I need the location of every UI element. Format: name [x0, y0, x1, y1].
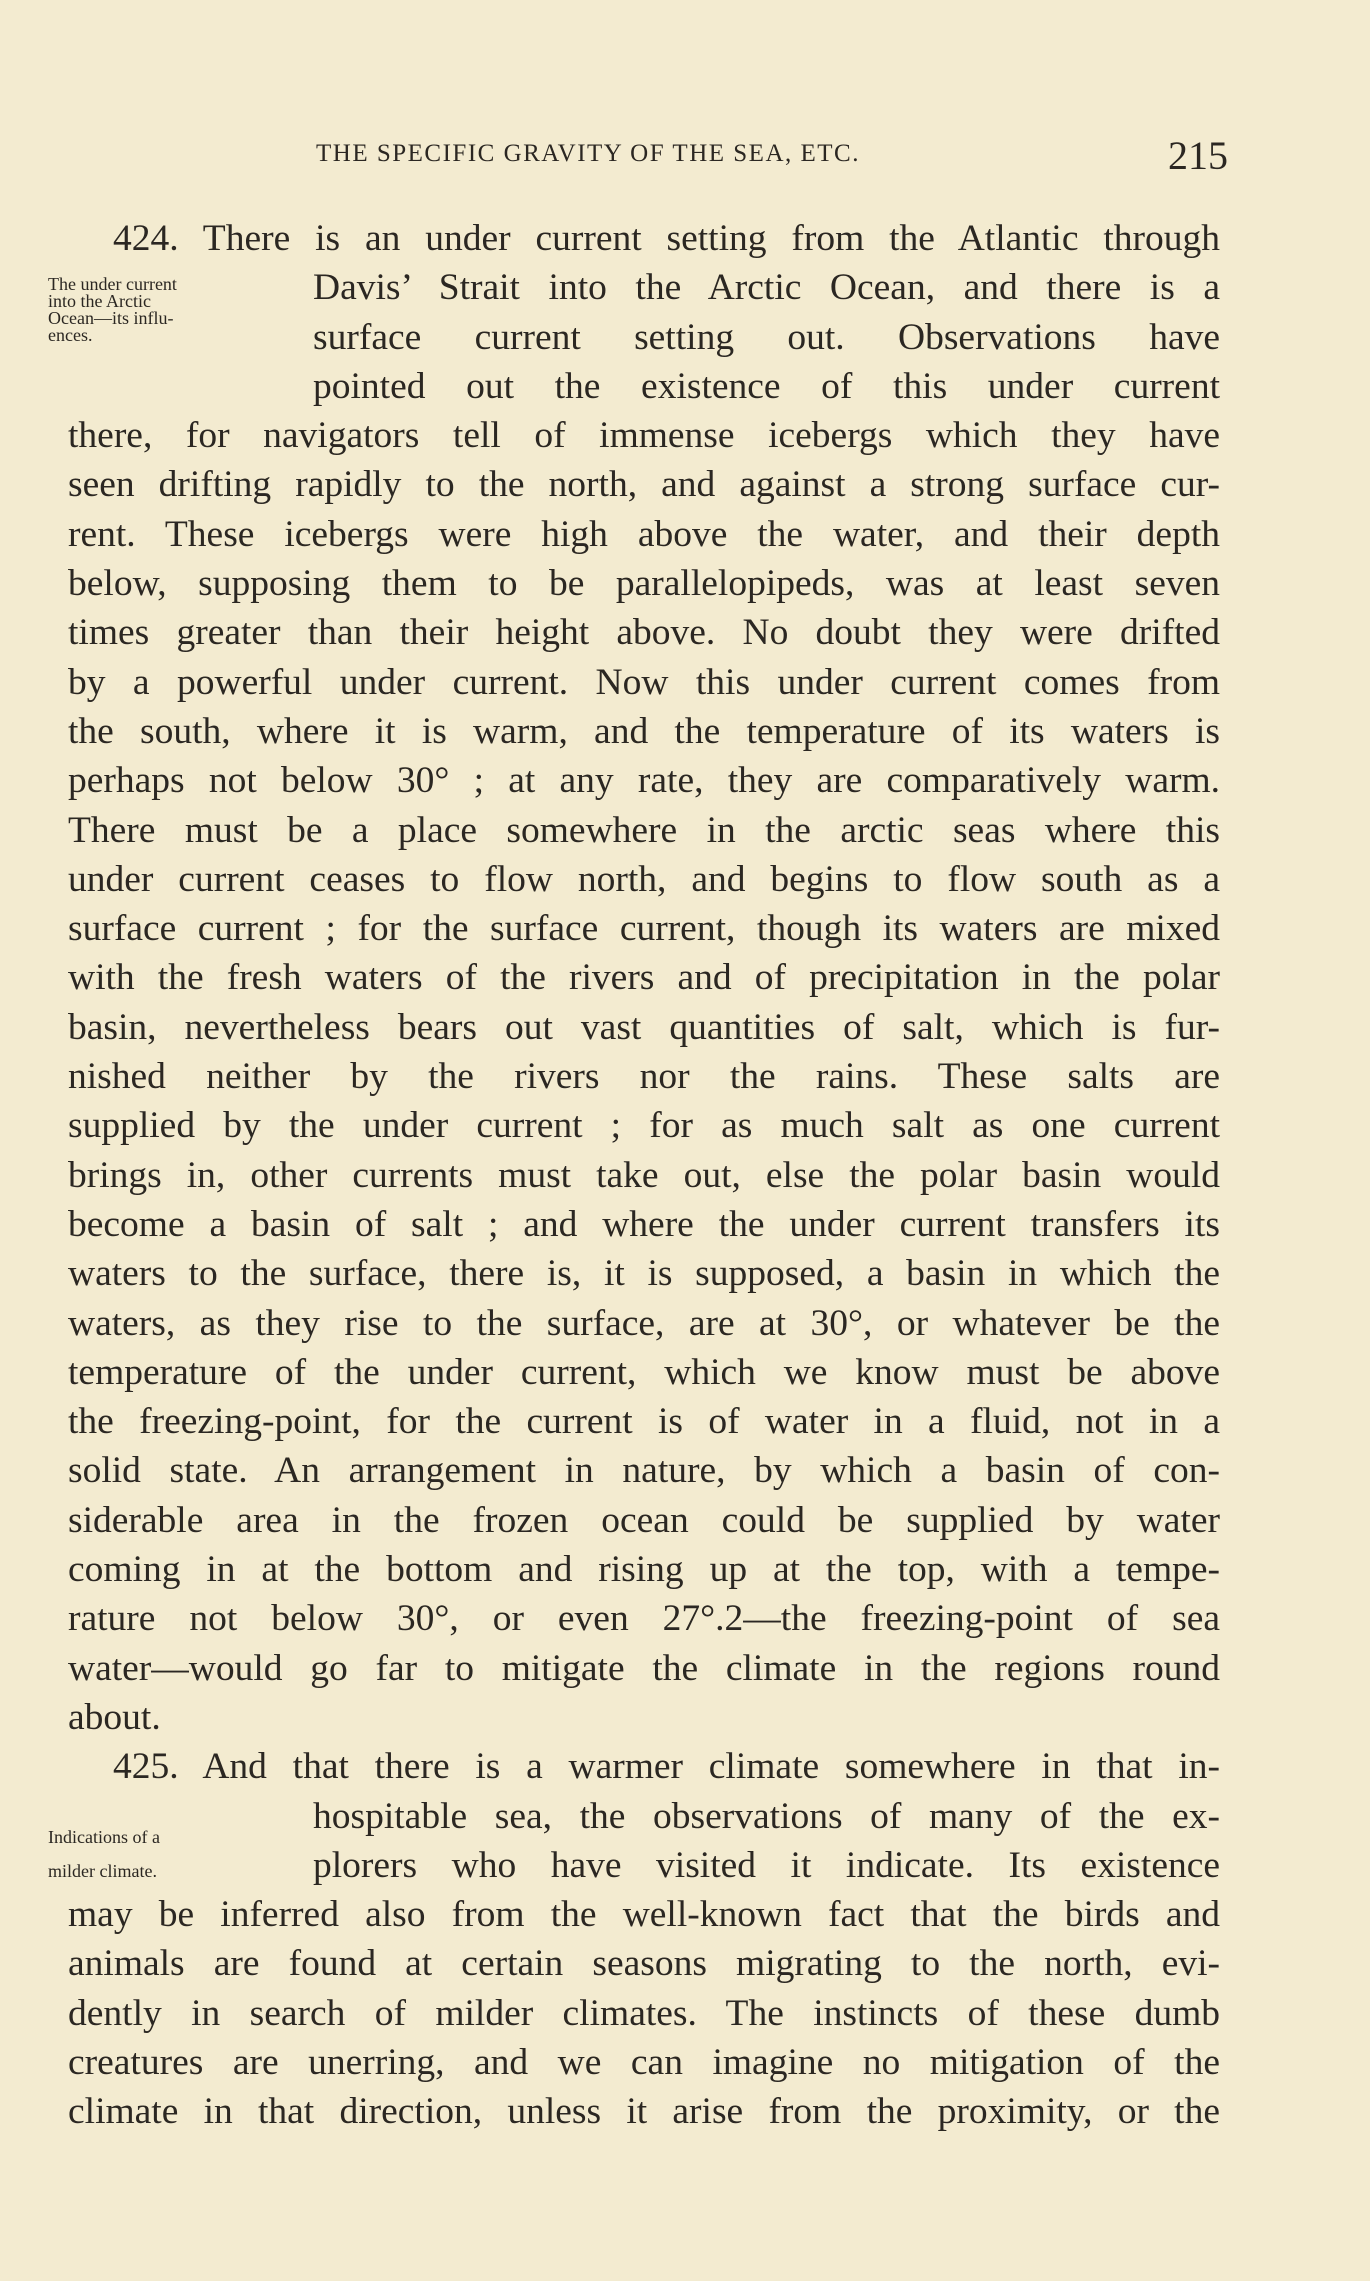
text-line: animals are found at certain seasons migrating to the north, evi-	[68, 1943, 1220, 1985]
text-line: hospitable sea, the observations of many of the ex-	[313, 1795, 1220, 1837]
text-line: the south, where it is warm, and the temperature of its waters is	[68, 710, 1220, 752]
paragraph-424	[68, 214, 1220, 1742]
sidenote-line: The under current	[48, 274, 177, 294]
text-line: about.	[68, 1696, 161, 1738]
text-line: rent. These icebergs were high above the water, and their depth	[68, 513, 1220, 555]
text-line: basin, nevertheless bears out vast quantities of salt, which is fur-	[68, 1006, 1220, 1048]
text-line: perhaps not below 30° ; at any rate, they are comparatively warm.	[68, 760, 1220, 802]
paragraph-425	[68, 1742, 1220, 2136]
text-line: pointed out the existence of this under current	[313, 365, 1220, 407]
text-line: the freezing-point, for the current is of water in a fluid, not in a	[68, 1401, 1220, 1443]
sidenote-line: into the Arctic	[48, 291, 151, 311]
text-line: by a powerful under current. Now this under current comes from	[68, 661, 1220, 703]
text-line: coming in at the bottom and rising up at the top, with a tempe-	[68, 1549, 1220, 1591]
running-head	[300, 132, 1228, 182]
text-line: rature not below 30°, or even 27°.2—the freezing-point of sea	[68, 1598, 1220, 1640]
text-line: 425. And that there is a warmer climate somewhere in that in-	[113, 1746, 1220, 1788]
text-line: There must be a place somewhere in the arctic seas where this	[68, 809, 1220, 851]
text-line: surface current ; for the surface current, though its waters are mixed	[68, 908, 1220, 950]
sidenote-line: ences.	[48, 325, 93, 345]
text-line: waters, as they rise to the surface, are at 30°, or whatever be the	[68, 1302, 1220, 1344]
text-line: times greater than their height above. No doubt they were drifted	[68, 612, 1220, 654]
text-line: supplied by the under current ; for as much salt as one current	[68, 1105, 1220, 1147]
text-line: climate in that direction, unless it arise from the proximity, or the	[68, 2091, 1220, 2133]
text-line: under current ceases to flow north, and begins to flow south as a	[68, 858, 1220, 900]
text-line: creatures are unerring, and we can imagine no mitigation of the	[68, 2041, 1220, 2083]
text-line: seen drifting rapidly to the north, and against a strong surface cur-	[68, 464, 1220, 506]
running-title: THE SPECIFIC GRAVITY OF THE SEA, ETC.	[316, 140, 860, 167]
sidenote-line: Ocean—its influ-	[48, 308, 174, 328]
text-line: waters to the surface, there is, it is supposed, a basin in which the	[68, 1253, 1220, 1295]
sidenote-line: Indications of a	[48, 1827, 160, 1847]
text-line: below, supposing them to be parallelopipeds, was at least seven	[68, 563, 1220, 605]
text-line: become a basin of salt ; and where the under current transfers its	[68, 1203, 1220, 1245]
text-line: Davis’ Strait into the Arctic Ocean, and there is a	[313, 267, 1220, 309]
page-number: 215	[1168, 133, 1228, 178]
text-line: there, for navigators tell of immense icebergs which they have	[68, 415, 1220, 457]
sidenote-line: milder climate.	[48, 1861, 157, 1881]
text-line: temperature of the under current, which we know must be above	[68, 1351, 1220, 1393]
text-line: surface current setting out. Observations have	[313, 316, 1220, 358]
text-line: siderable area in the frozen ocean could be supplied by water	[68, 1499, 1220, 1541]
text-line: 424. There is an under current setting from the Atlantic through	[113, 218, 1220, 259]
text-line: may be inferred also from the well-known fact that the birds and	[68, 1894, 1220, 1936]
text-line: dently in search of milder climates. The instincts of these dumb	[68, 1992, 1220, 2034]
text-line: with the fresh waters of the rivers and of precipitation in the polar	[68, 957, 1220, 999]
text-line: solid state. An arrangement in nature, by which a basin of con-	[68, 1450, 1220, 1492]
body-text	[68, 214, 1220, 2137]
text-line: brings in, other currents must take out, else the polar basin would	[68, 1154, 1220, 1196]
text-line: water—would go far to mitigate the climate in the regions round	[68, 1647, 1220, 1689]
text-line: nished neither by the rivers nor the rains. These salts are	[68, 1056, 1220, 1098]
text-line: plorers who have visited it indicate. Its existence	[313, 1844, 1220, 1886]
